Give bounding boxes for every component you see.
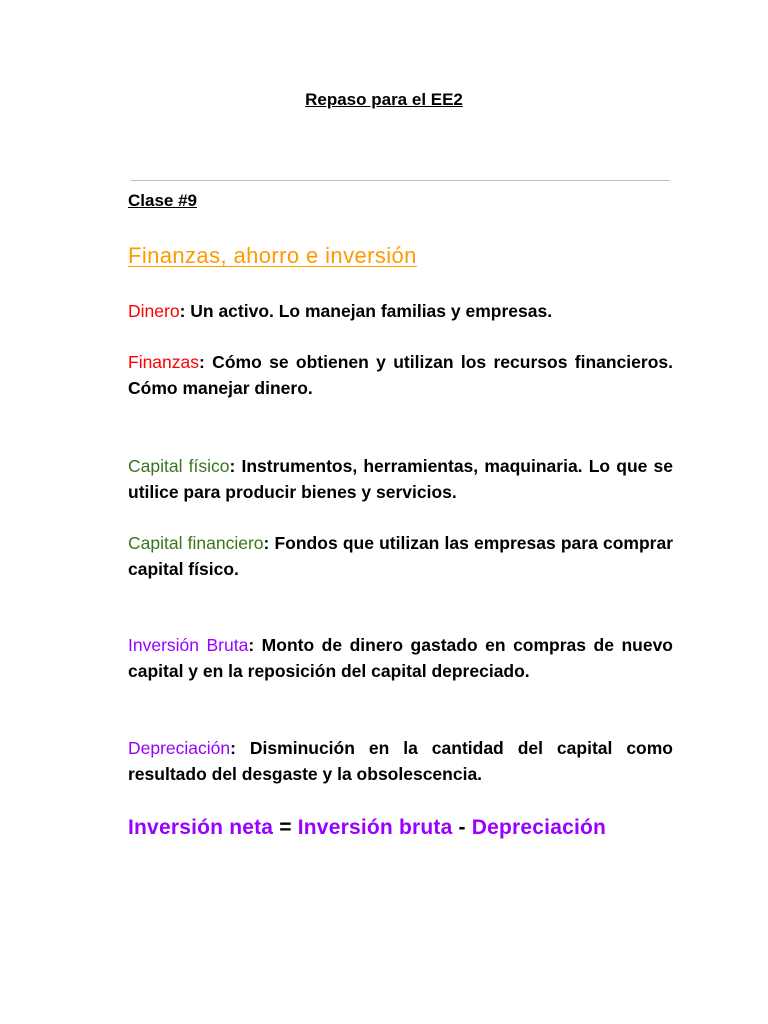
definition-text: : Fondos que utilizan las empresas para comprar capital físico. [128, 533, 673, 579]
definition-capital-fisico [128, 453, 673, 505]
definition-depreciacion [128, 735, 673, 787]
term-inversion-bruta: Inversión Bruta [128, 635, 249, 655]
section-heading: Finanzas, ahorro e inversión [128, 243, 417, 268]
net-investment-formula [128, 813, 673, 843]
formula-depreciation: Depreciación [471, 816, 607, 839]
definition-text: : Disminución en la cantidad del capital como resultado del desgaste y la obsolescencia. [128, 738, 673, 784]
term-depreciacion: Depreciación [128, 738, 231, 758]
document-title: Repaso para el EE2 [305, 90, 463, 109]
definition-text: : Monto de dinero gastado en compras de nuevo capital y en la reposición del capital depreciado. [128, 635, 673, 681]
class-label: Clase #9 [128, 191, 197, 210]
definition-inversion-bruta [128, 632, 673, 684]
formula-gross-investment: Inversión bruta [297, 816, 453, 839]
term-capital-fisico: Capital físico [128, 456, 230, 476]
formula-net-investment: Inversión neta [128, 816, 274, 839]
term-dinero: Dinero [128, 301, 180, 321]
definition-dinero [128, 298, 673, 324]
definition-capital-financiero [128, 530, 673, 582]
horizontal-divider [131, 180, 670, 181]
definition-finanzas [128, 349, 673, 401]
term-capital-financiero: Capital financiero [128, 533, 264, 553]
term-finanzas: Finanzas [128, 352, 200, 372]
formula-equals: = [279, 816, 292, 839]
definition-text: : Instrumentos, herramientas, maquinaria. Lo que se utilice para producir bienes y servicios. [128, 456, 673, 502]
definition-text: : Un activo. Lo manejan familias y empresas. [179, 301, 553, 321]
formula-minus: - [458, 816, 466, 839]
definition-text: : Cómo se obtienen y utilizan los recursos financieros. Cómo manejar dinero. [128, 352, 673, 398]
